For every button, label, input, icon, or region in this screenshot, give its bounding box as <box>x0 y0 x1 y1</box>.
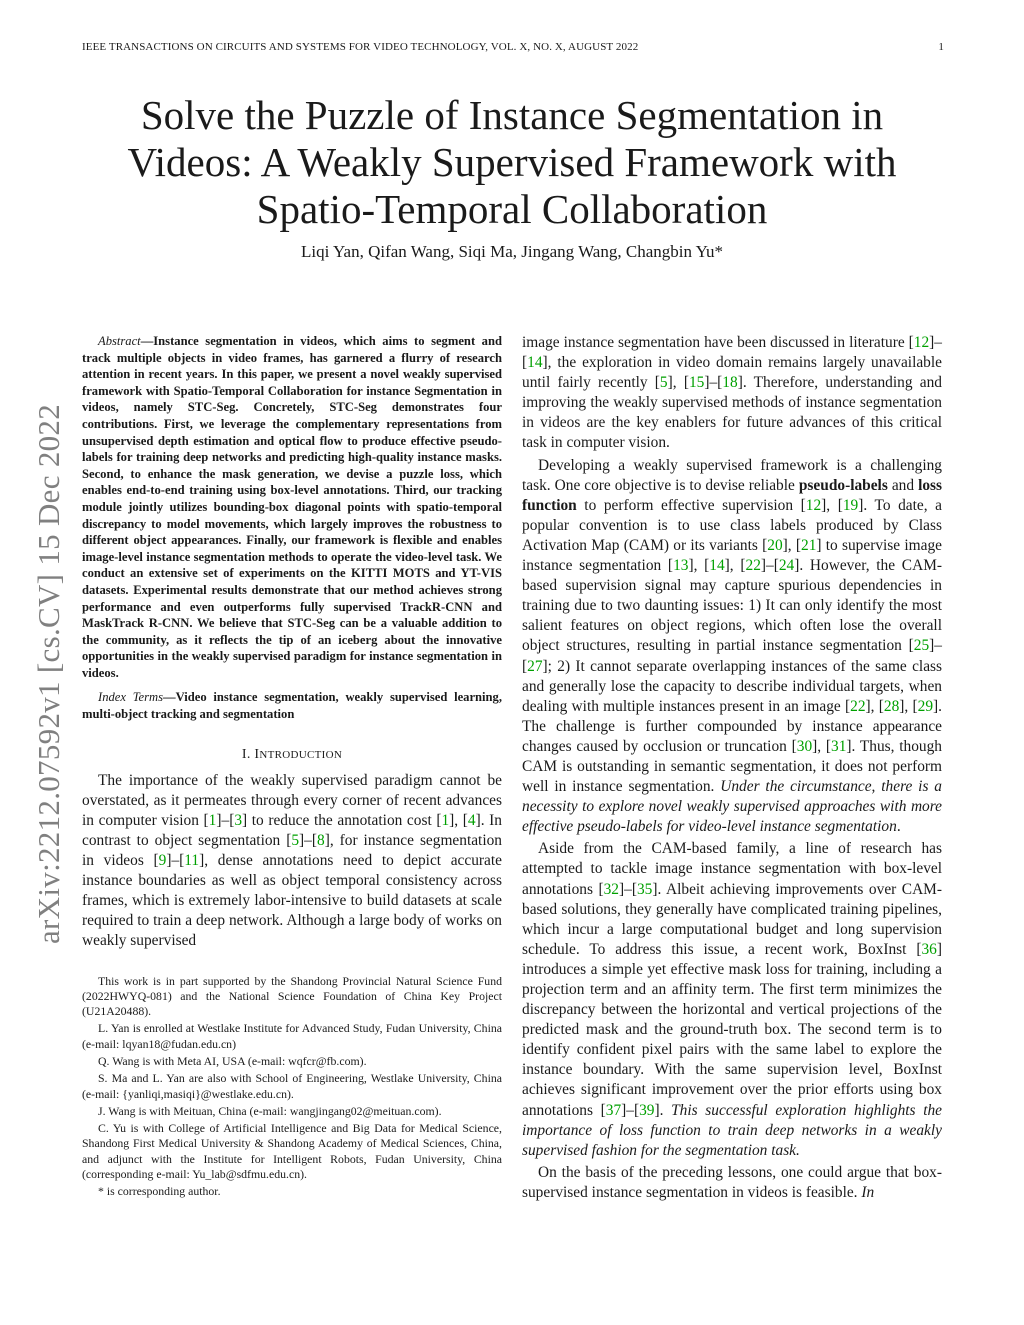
citation-link[interactable]: 28 <box>883 697 900 715</box>
citation-link[interactable]: 30 <box>796 737 813 755</box>
running-header <box>82 41 944 53</box>
citation-link[interactable]: 22 <box>850 697 866 715</box>
title-line-1: Solve the Puzzle of Instance Segmentation in <box>140 92 884 138</box>
intro-paragraph-4: Aside from the CAM-based family, a line of research has attempted to tackle image instance segmentation with box-level annotations [32]–[35]. Albeit achieving improvements over CAM-based solutions, they generally have complicated training pipelines, which incur a large computational budget and long supervision schedule. To address this issue, a recent work, BoxInst [36] introduces a simple yet effective mask loss for training, including a projection term and an affinity term. The first term minimizes the discrepancy between the horizontal and vertical projections of the predicted mask and the ground-truth box. The second term is to identify confident pixel pairs with the same label to explore the instance boundary. With the same supervision level, BoxInst achieves significant improvement over the prior efforts using box annotations [37]–[39]. This successful exploration highlights the importance of loss function to train deep networks in a weakly supervised fashion for the segmentation task. <box>522 840 942 1159</box>
citation-link[interactable]: 18 <box>722 374 738 392</box>
footnote: S. Ma and L. Yan are also with School of Engineering, Westlake University, China (e-mail: {yanliqi,masiqi}@westlake.edu.cn). <box>82 1071 502 1101</box>
citation-link[interactable]: 14 <box>527 354 543 372</box>
citation-link[interactable]: 20 <box>767 536 783 554</box>
footnote: L. Yan is enrolled at Westlake Institute for Advanced Study, Fudan University, China (e-mail: lqyan18@fudan.edu.cn) <box>82 1021 502 1051</box>
index-terms: Index Terms—Video instance segmentation, weakly supervised learning, multi-object tracking and segmentation <box>82 690 503 722</box>
author-list: Liqi Yan, Qifan Wang, Siqi Ma, Jingang Wang, Changbin Yu* <box>301 242 723 261</box>
citation-link[interactable]: 21 <box>801 536 817 554</box>
left-column <box>82 333 502 1202</box>
footnote: J. Wang is with Meituan, China (e-mail: wangjingang02@meituan.com). <box>98 1103 442 1118</box>
page-number: 1 <box>938 41 944 53</box>
journal-name: IEEE TRANSACTIONS ON CIRCUITS AND SYSTEMS FOR VIDEO TECHNOLOGY, VOL. X, NO. X, AUGUST 2022 <box>82 41 639 53</box>
citation-link[interactable]: 31 <box>831 737 847 755</box>
citation-link[interactable]: 4 <box>467 811 476 829</box>
abstract: Abstract—Instance segmentation in videos, which aims to segment and track multiple objects in video frames, has garnered a flurry of research attention in recent years. In this paper, we present a novel weakly supervised framework with Spatio-Temporal Collaboration for instance Segmentation in videos, namely STC-Seg. Concretely, STC-Seg demonstrates four contributions. First, we leverage the complementary representations from unsupervised depth estimation and optical flow to produce effective pseudo-labels for training deep networks and predicting high-quality instance masks. Second, to enhance the mask generation, we devise a puzzle loss, which enables end-to-end training using box-level annotations. Third, our tracking module jointly utilizes bounding-box diagonal points with spatio-temporal discrepancy to model movements, which largely improves the robustness to different object appearances. Finally, our framework is flexible and enables image-level instance segmentation methods to operate the video-level task. We conduct an extensive set of experiments on the KITTI MOTS and YT-VIS datasets. Experimental results demonstrate that our method achieves strong performance and even outperforms fully supervised TrackR-CNN and MaskTrack R-CNN. We believe that STC-Seg can be a valuable addition to the community, as it reflects the tip of an iceberg about the innovative opportunities in the weakly supervised paradigm for instance segmentation in videos. <box>82 334 502 680</box>
abstract-text: Instance segmentation in videos, which aims to segment and track multiple objects in video frames, has garnered a flurry of research attention in recent years. In this paper, we present a novel weakly supervised framework with Spatio-Temporal Collaboration for instance Segmentation in videos, namely STC-Seg. Concretely, STC-Seg demonstrates four contributions. First, we leverage the complementary representations from unsupervised depth estimation and optical flow to produce effective pseudo-labels for training deep networks and predicting high-quality instance masks. Second, to enhance the mask generation, we devise a puzzle loss, which enables end-to-end training using box-level annotations. Third, our tracking module jointly utilizes bounding-box diagonal points with spatio-temporal discrepancy to model movements, which largely improves the robustness to different object appearances. Finally, our framework is flexible and enables image-level instance segmentation methods to operate the video-level task. We conduct an extensive set of experiments on the KITTI MOTS and YT-VIS datasets. Experimental results demonstrate that our method achieves strong performance and even outperforms fully supervised TrackR-CNN and MaskTrack R-CNN. We believe that STC-Seg can be a valuable addition to the community, as it reflects the tip of an iceberg about the innovative opportunities in the weakly supervised paradigm for instance segmentation in videos. <box>82 334 502 680</box>
citation-link[interactable]: 14 <box>709 557 725 575</box>
citation-link[interactable]: 13 <box>673 557 689 575</box>
title-line-2: Videos: A Weakly Supervised Framework with <box>127 139 897 185</box>
citation-link[interactable]: 35 <box>636 880 653 898</box>
citation-link[interactable]: 12 <box>913 334 930 351</box>
citation-link[interactable]: 27 <box>527 657 543 675</box>
intro-paragraph-1: The importance of the weakly supervised paradigm cannot be overstated, as it permeates through every corner of recent advances in computer vision [1]–[3] to reduce the annotation cost [1], [4]. In contrast to object segmentation [5]–[8], for instance segmentation in videos [9]–[11], dense annotations need to depict accurate instance boundaries as well as object temporal consistency across frames, which is extremely labor-intensive to build datasets at scale required to train a deep network. Although a large body of works on weakly supervised <box>82 771 503 950</box>
footnote: * is corresponding author. <box>98 1184 221 1199</box>
right-column <box>522 333 942 1203</box>
citation-link[interactable]: 5 <box>291 831 300 849</box>
footnote: This work is in part supported by the Shandong Provincial Natural Science Fund (2022HWYQ-081) and the National Science Foundation of China Key Project (U21A20488). <box>82 973 502 1019</box>
index-terms-text: Video instance segmentation, weakly supervised learning, multi-object tracking and segmentation <box>82 690 503 722</box>
citation-link[interactable]: 36 <box>921 940 937 958</box>
citation-link[interactable]: 39 <box>639 1101 655 1119</box>
citation-link[interactable]: 11 <box>184 852 200 870</box>
citation-link[interactable]: 24 <box>778 557 795 575</box>
citation-link[interactable]: 32 <box>603 880 619 898</box>
paper-title <box>60 92 964 233</box>
index-terms-label: Index Terms <box>98 690 164 705</box>
citation-link[interactable]: 9 <box>158 852 167 870</box>
citation-link[interactable]: 22 <box>745 557 761 575</box>
citation-link[interactable]: 19 <box>842 496 859 514</box>
citation-link[interactable]: 5 <box>659 374 668 392</box>
citation-link[interactable]: 3 <box>234 811 243 829</box>
abstract-label: Abstract <box>98 334 141 348</box>
title-line-3: Spatio-Temporal Collaboration <box>256 186 768 232</box>
citation-link[interactable]: 37 <box>605 1101 622 1119</box>
intro-paragraph-5: On the basis of the preceding lessons, one could argue that box-supervised instance segmentation in videos is feasible. In <box>522 1163 942 1201</box>
intro-paragraph-2: image instance segmentation have been discussed in literature [12]–[14], the exploration in video domain remains largely unavailable until fairly recently [5], [15]–[18]. Therefore, understanding and improving the weakly supervised methods of instance segmentation in videos are the key enablers for future advances of this critical task in computer vision. <box>522 334 942 452</box>
citation-link[interactable]: 25 <box>913 637 930 655</box>
citation-link[interactable]: 1 <box>441 811 450 829</box>
citation-link[interactable]: 29 <box>917 697 934 715</box>
footnote: C. Yu is with College of Artificial Intelligence and Big Data for Medical Science, Shandong First Medical University & Shandong Academy of Medical Sciences, China, and adjunct with the Institute for Intelligent Robots, Fudan University, China (corresponding e-mail: Yu_lab@sdfmu.edu.cn). <box>82 1121 502 1182</box>
intro-paragraph-3: Developing a weakly supervised framework is a challenging task. One core objective is to devise reliable pseudo-labels and loss function to perform effective supervision [12], [19]. To date, a popular convention is to use class labels produced by Class Activation Map (CAM) or its variants [20], [21] to supervise image instance segmentation [13], [14], [22]–[24]. However, the CAM-based supervision signal may capture spurious dependencies in training due to two daunting issues: 1) It can only identify the most salient features on object regions, which often lose the overall object structures, resulting in partial instance segmentation [25]–[27]; 2) It cannot separate overlapping instances of the same class and generally lose the capacity to describe individual targets, when dealing with multiple instances present in an image [22], [28], [29]. The challenge is further compounded by instance appearance changes caused by occlusion or truncation [30], [31]. Thus, though CAM is outstanding in semantic segmentation, it does not perform well in instance segmentation. Under the circumstance, there is a necessity to explore novel weakly supervised approaches with more effective pseudo-labels for video-level instance segmentation. <box>522 456 943 836</box>
citation-link[interactable]: 12 <box>805 496 822 514</box>
section-heading-introduction: I. INTRODUCTION <box>241 746 343 762</box>
citation-link[interactable]: 8 <box>317 831 325 849</box>
citation-link[interactable]: 1 <box>208 811 217 829</box>
footnote: Q. Wang is with Meta AI, USA (e-mail: wqfcr@fb.com). <box>98 1053 367 1068</box>
arxiv-stamp: arXiv:2212.07592v1 [cs.CV] 15 Dec 2022 <box>31 403 66 944</box>
footnotes <box>82 974 502 1200</box>
citation-link[interactable]: 15 <box>688 374 705 392</box>
